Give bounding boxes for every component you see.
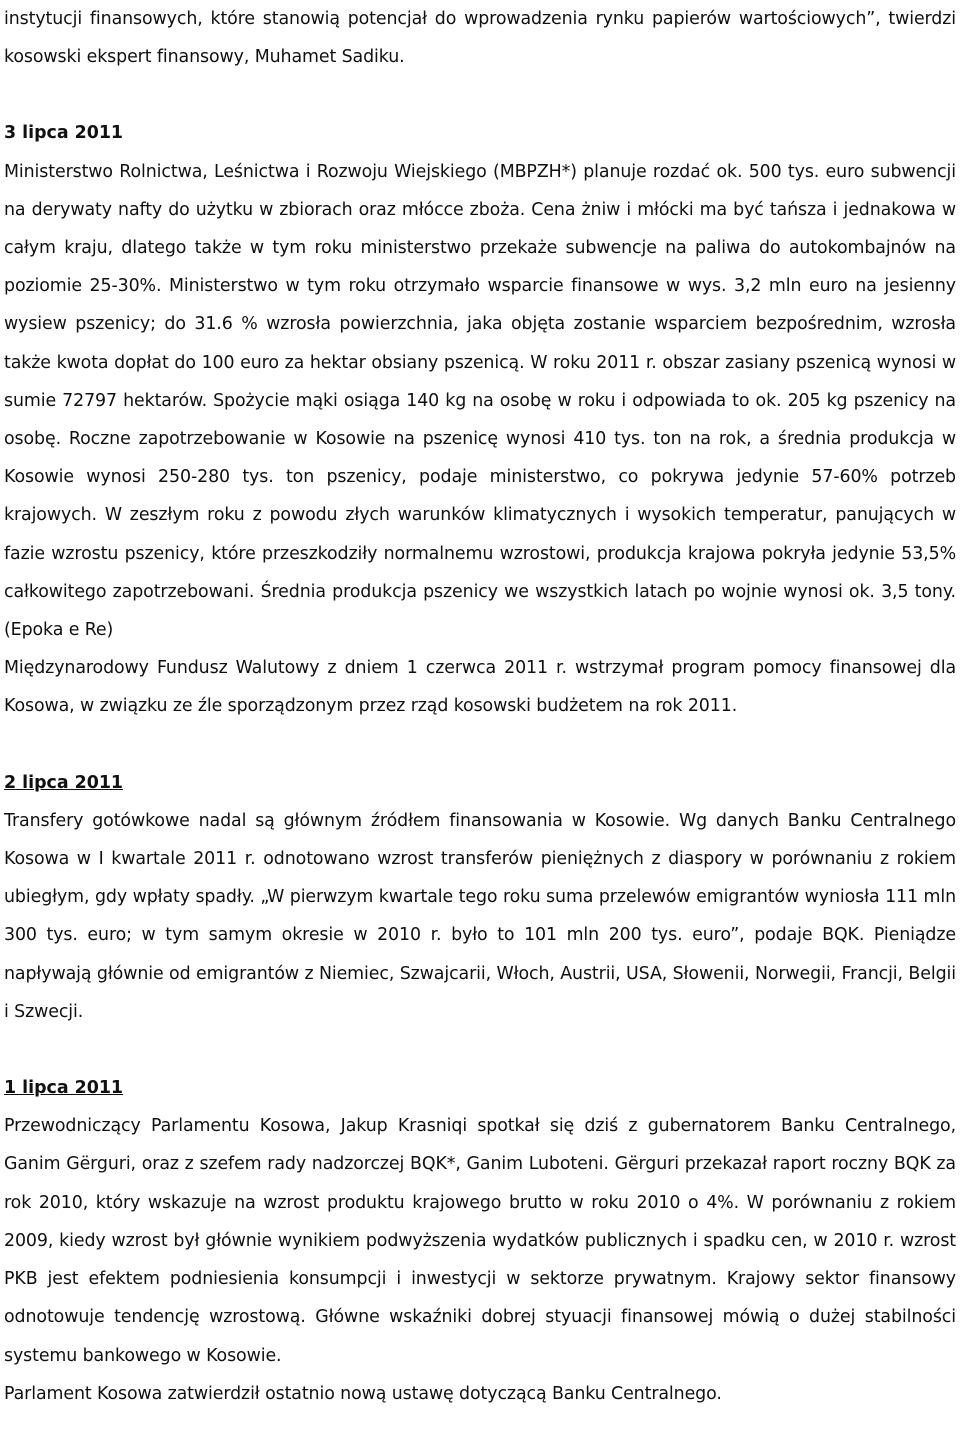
intro-paragraph: instytucji finansowych, które stanowią potencjał do wprowadzenia rynku papierów wartościowych”, twierdzi kosowski ekspert finansowy, Muhamet Sadiku. (4, 9, 956, 68)
paragraph-imf-program: Międzynarodowy Fundusz Walutowy z dniem 1 czerwca 2011 r. wstrzymał program pomocy finansowej dla Kosowa, w związku ze źle sporządzonym przez rząd kosowski budżetem na rok 2011. (4, 658, 956, 717)
section-spacer (4, 76, 956, 114)
paragraph-remittances: Transfery gotówkowe nadal są głównym źródłem finansowania w Kosowie. Wg danych Banku Centralnego Kosowa w I kwartale 2011 r. odnotowano wzrost transferów pieniężnych z diaspory w porównaniu z rokiem ubiegłym, gdy wpłaty spadły. „W pierwzym kwartale tego roku suma przelewów emigrantów wyniosła 111 mln 300 tys. euro; w tym samym okresie w 2010 r. było to 101 mln 200 tys. euro”, podaje BQK. Pieniądze napływają głównie od emigrantów z Niemiec, Szwajcarii, Włoch, Austrii, USA, Słowenii, Norwegii, Francji, Belgii i Szwecji. (4, 810, 956, 1022)
paragraph-central-bank-law: Parlament Kosowa zatwierdził ostatnio nową ustawę dotyczącą Banku Centralnego. (4, 1383, 722, 1404)
paragraph-agriculture-subsidies: Ministerstwo Rolnictwa, Leśnictwa i Rozwoju Wiejskiego (MBPZH*) planuje rozdać ok. 500 tys. euro subwencji na derywaty nafty do użytku w zbiorach oraz młócce zboża. Cena żniw i młócki ma być tańsza i jednakowa w całym kraju, dlatego także w tym roku ministerstwo przekaże subwencje na paliwa do autokombajnów na poziomie 25-30%. Ministerstwo w tym roku otrzymało wsparcie finansowe w wys. 3,2 mln euro na jesienny wysiew pszenicy; do 31.6 % wzrosła powierzchnia, jaka objęta zostanie wsparciem bezpośrednim, wzrosła także kwota dopłat do 100 euro za hektar obsiany pszenicą. W roku 2011 r. obszar zasiany pszenicą wynosi w sumie 72797 hektarów. Spożycie mąki osiąga 140 kg na osobę w roku i odpowiada to ok. 205 kg pszenicy na osobę. Roczne zapotrzebowanie w Kosowie na pszenicę wynosi 410 tys. ton na rok, a średnia produkcja w Kosowie wynosi 250-280 tys. ton pszenicy, podaje ministerstwo, co pokrywa jedynie 57-60% potrzeb krajowych. W zeszłym roku z powodu złych warunków klimatycznych i wysokich temperatur, panujących w fazie wzrostu pszenicy, które przeszkodziły normalnemu wzrostowi, produkcja krajowa pokryła jedynie 53,5% całkowitego zapotrzebowani. Średnia produkcja pszenicy we wszystkich latach po wojnie wynosi ok. 3,5 tony. (Epoka e Re) (4, 161, 956, 641)
paragraph-central-bank-report: Przewodniczący Parlamentu Kosowa, Jakup Krasniqi spotkał się dziś z gubernatorem Banku Centralnego, Ganim Gërguri, oraz z szefem rady nadzorczej BQK*, Ganim Luboteni. Gërguri przekazał raport roczny BQK za rok 2010, który wskazuje na wzrost produktu krajowego brutto w roku 2010 o 4%. W porównaniu z rokiem 2009, kiedy wzrost był głównie wynikiem podwyższenia wydatków publicznych i spadku cen, w 2010 r. wzrost PKB jest efektem podniesienia konsumpcji i inwestycji w sektorze prywatnym. Krajowy sektor finansowy odnotowuje tendencję wzrostową. Główne wskaźniki dobrej styuacji finansowej mówią o dużej stabilności systemu bankowego w Kosowie. (4, 1116, 956, 1366)
section-spacer (4, 1031, 956, 1069)
document-page (4, 0, 956, 1413)
date-heading-july-3: 3 lipca 2011 (4, 123, 124, 144)
date-heading-july-2: 2 lipca 2011 (4, 772, 124, 793)
date-heading-july-1: 1 lipca 2011 (4, 1078, 124, 1099)
section-spacer (4, 726, 956, 764)
